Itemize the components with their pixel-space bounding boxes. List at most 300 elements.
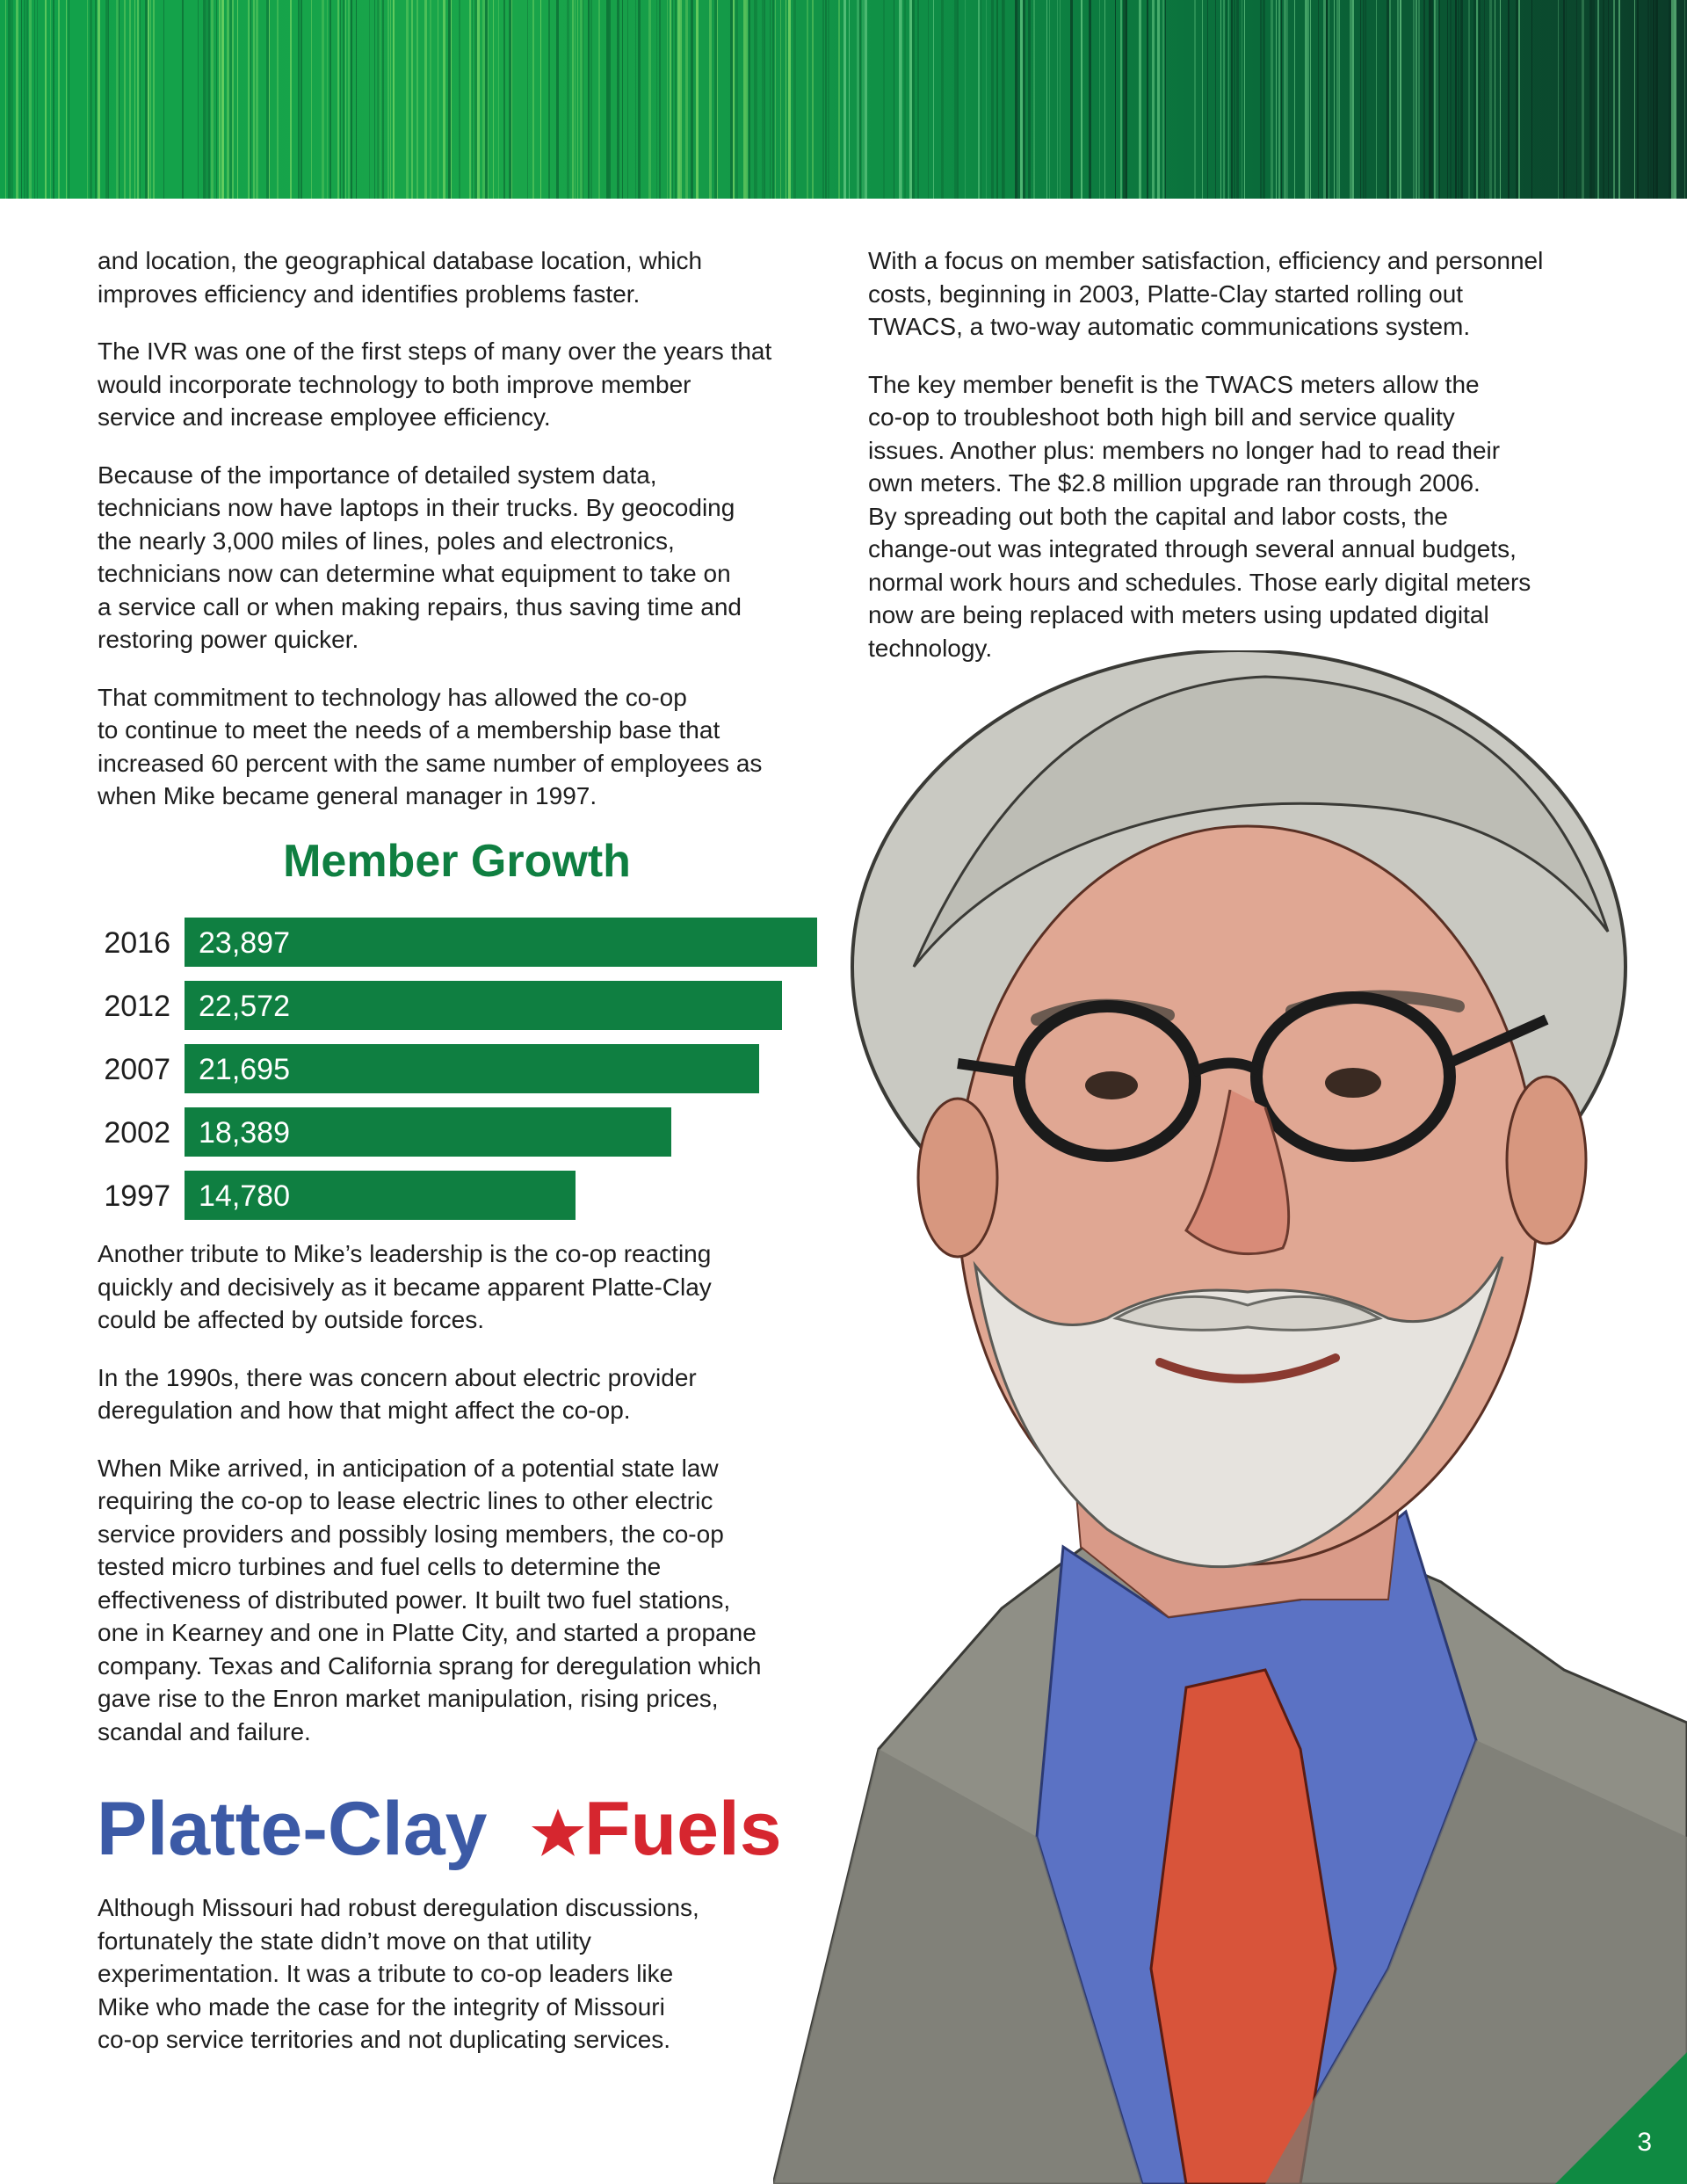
stripe-line xyxy=(844,0,846,199)
stripe-line xyxy=(1455,0,1457,199)
stripe-line xyxy=(474,0,477,199)
article-right-column xyxy=(868,244,1606,689)
stripe-line xyxy=(53,0,54,199)
stripe-line xyxy=(1023,0,1025,199)
page-number: 3 xyxy=(1637,2128,1652,2157)
stripe-line xyxy=(691,0,693,199)
stripe-line xyxy=(685,0,688,199)
stripe-line xyxy=(1429,0,1431,199)
stripe-line xyxy=(1582,0,1584,199)
stripe-line xyxy=(153,0,155,199)
stripe-line xyxy=(1278,0,1280,199)
stripe-line xyxy=(1215,0,1216,199)
stripe-line xyxy=(667,0,668,199)
stripe-line xyxy=(137,0,139,199)
stripe-line xyxy=(1634,0,1635,199)
stripe-line xyxy=(256,0,258,199)
stripe-line xyxy=(1020,0,1023,199)
stripe-line xyxy=(807,0,808,199)
stripe-line xyxy=(1618,0,1620,199)
stripe-line xyxy=(527,0,528,199)
stripe-line xyxy=(1015,0,1017,199)
stripe-line xyxy=(503,0,505,199)
stripe-line xyxy=(670,0,671,199)
stripe-line xyxy=(1684,0,1685,199)
stripe-line xyxy=(857,0,859,199)
chart-value-label: 18,389 xyxy=(199,1116,290,1150)
stripe-line xyxy=(1418,0,1420,199)
stripe-line xyxy=(1294,0,1295,199)
stripe-line xyxy=(865,0,867,199)
stripe-line xyxy=(198,0,199,199)
stripe-line xyxy=(648,0,651,199)
stripe-line xyxy=(638,0,641,199)
article-left-column-middle xyxy=(98,1237,827,1773)
stripe-line xyxy=(556,0,559,199)
stripe-line xyxy=(957,0,959,199)
stripe-line xyxy=(746,0,748,199)
stripe-line xyxy=(1447,0,1448,199)
stripe-line xyxy=(411,0,413,199)
stripe-line xyxy=(1653,0,1654,199)
paragraph: Another tribute to Mike’s leadership is the co-op reacting quickly and decisively as it became apparent Platte-Clay could be affected by outside forces. xyxy=(98,1240,712,1333)
stripe-line xyxy=(1647,0,1649,199)
stripe-line xyxy=(532,0,534,199)
stripe-line xyxy=(696,0,699,199)
stripe-line xyxy=(50,0,51,199)
stripe-line xyxy=(1669,0,1671,199)
stripe-line xyxy=(124,0,126,199)
stripe-line xyxy=(34,0,35,199)
member-growth-chart xyxy=(88,835,826,1222)
stripe-line xyxy=(1500,0,1501,199)
stripe-line xyxy=(237,0,238,199)
stripe-line xyxy=(1220,0,1221,199)
stripe-line xyxy=(1479,0,1481,199)
stripe-line xyxy=(232,0,234,199)
stripe-line xyxy=(1284,0,1286,199)
stripe-line xyxy=(717,0,718,199)
stripe-line xyxy=(1468,0,1470,199)
stripe-line xyxy=(1263,0,1265,199)
stripe-line xyxy=(1518,0,1520,199)
chart-value-label: 14,780 xyxy=(199,1179,290,1213)
platte-clay-fuels-logo xyxy=(97,1784,800,1872)
stripe-line xyxy=(1157,0,1160,199)
chart-category-label: 2002 xyxy=(104,1116,170,1150)
stripe-line xyxy=(322,0,324,199)
stripe-line xyxy=(351,0,352,199)
stripe-line xyxy=(540,0,541,199)
stripe-line xyxy=(1194,0,1196,199)
stripe-line xyxy=(1147,0,1148,199)
stripe-line xyxy=(1439,0,1440,199)
stripe-line xyxy=(98,0,100,199)
stripe-line xyxy=(511,0,512,199)
stripe-line xyxy=(105,0,108,199)
stripe-line xyxy=(459,0,460,199)
stripe-line xyxy=(909,0,912,199)
stripe-line xyxy=(770,0,771,199)
stripe-line xyxy=(1339,0,1340,199)
star-icon xyxy=(532,1809,584,1856)
stripe-line xyxy=(754,0,757,199)
stripe-line xyxy=(66,0,67,199)
left-eye xyxy=(1085,1071,1138,1099)
stripe-line xyxy=(933,0,934,199)
stripe-line xyxy=(1202,0,1203,199)
stripe-line xyxy=(277,0,279,199)
stripe-line xyxy=(928,0,929,199)
stripe-line xyxy=(1350,0,1352,199)
stripe-line xyxy=(1655,0,1658,199)
chart-title: Member Growth xyxy=(283,836,631,887)
stripe-line xyxy=(221,0,224,199)
stripe-line xyxy=(1049,0,1050,199)
stripe-line xyxy=(45,0,47,199)
stripe-line xyxy=(16,0,18,199)
stripe-line xyxy=(575,0,576,199)
stripe-line xyxy=(1089,0,1091,199)
stripe-line xyxy=(672,0,673,199)
stripe-line xyxy=(986,0,987,199)
stripe-line xyxy=(991,0,994,199)
stripe-line xyxy=(901,0,902,199)
stripe-line xyxy=(229,0,232,199)
stripe-line xyxy=(849,0,850,199)
stripe-line xyxy=(1033,0,1035,199)
stripe-line xyxy=(675,0,677,199)
stripe-line xyxy=(1028,0,1031,199)
stripe-line xyxy=(1566,0,1567,199)
stripe-line xyxy=(482,0,485,199)
page-corner-triangle xyxy=(1555,2052,1687,2184)
stripe-line xyxy=(1508,0,1510,199)
stripe-line xyxy=(1281,0,1282,199)
stripe-line xyxy=(1334,0,1335,199)
stripe-line xyxy=(377,0,380,199)
stripe-line xyxy=(477,0,480,199)
stripe-line xyxy=(430,0,431,199)
stripe-line xyxy=(788,0,791,199)
stripe-line xyxy=(108,0,109,199)
stripe-line xyxy=(1387,0,1389,199)
stripe-line xyxy=(1423,0,1425,199)
stripe-line xyxy=(1603,0,1604,199)
chart-value-label: 21,695 xyxy=(199,1053,290,1086)
stripe-line xyxy=(485,0,488,199)
stripe-line xyxy=(1223,0,1225,199)
stripe-line xyxy=(374,0,375,199)
left-ear-shape xyxy=(918,1099,997,1257)
stripe-line xyxy=(609,0,611,199)
stripe-line xyxy=(590,0,592,199)
stripe-line xyxy=(134,0,135,199)
stripe-line xyxy=(1473,0,1476,199)
stripe-line xyxy=(369,0,370,199)
stripe-line xyxy=(1165,0,1166,199)
stripe-line xyxy=(1286,0,1288,199)
stripe-line xyxy=(329,0,331,199)
stripe-line xyxy=(116,0,119,199)
stripe-line xyxy=(11,0,13,199)
stripe-line xyxy=(469,0,471,199)
stripe-line xyxy=(393,0,395,199)
stripe-line xyxy=(327,0,328,199)
stripe-line xyxy=(1002,0,1004,199)
stripe-line xyxy=(227,0,229,199)
stripe-line xyxy=(567,0,569,199)
stripe-line xyxy=(163,0,164,199)
stripe-line xyxy=(622,0,623,199)
stripe-line xyxy=(1650,0,1652,199)
stripe-line xyxy=(340,0,341,199)
stripe-line xyxy=(1305,0,1307,199)
stripe-line xyxy=(1592,0,1595,199)
stripe-line xyxy=(749,0,750,199)
stripe-line xyxy=(1458,0,1459,199)
stripe-line xyxy=(606,0,609,199)
stripe-line xyxy=(58,0,60,199)
stripe-line xyxy=(148,0,149,199)
stripe-line xyxy=(1004,0,1005,199)
chart-category-label: 2012 xyxy=(104,990,170,1023)
stripe-line xyxy=(1260,0,1262,199)
stripe-line xyxy=(1236,0,1239,199)
stripe-line xyxy=(1431,0,1433,199)
stripe-line xyxy=(965,0,966,199)
stripe-line xyxy=(1152,0,1155,199)
stripe-line xyxy=(1589,0,1592,199)
stripe-line xyxy=(1484,0,1485,199)
paragraph: The IVR was one of the first steps of many over the years that would incorporate technology to both improve member service and increase employee efficiency. xyxy=(98,337,772,431)
stripe-line xyxy=(1516,0,1518,199)
paragraph: With a focus on member satisfaction, efficiency and personnel costs, beginning in 2003, Platte-Clay started rolling out TWACS, a two-way automatic communications system. xyxy=(868,247,1544,340)
stripe-line xyxy=(269,0,270,199)
stripe-line xyxy=(253,0,255,199)
stripe-line xyxy=(627,0,628,199)
stripe-line xyxy=(1070,0,1073,199)
stripe-line xyxy=(588,0,590,199)
stripe-line xyxy=(145,0,148,199)
stripe-line xyxy=(1415,0,1417,199)
stripe-line xyxy=(216,0,217,199)
chart-value-label: 23,897 xyxy=(199,926,290,960)
stripe-line xyxy=(1228,0,1229,199)
stripe-line xyxy=(793,0,796,199)
stripe-line xyxy=(917,0,919,199)
chart-plot xyxy=(88,835,826,1222)
stripe-line xyxy=(24,0,25,199)
stripe-line xyxy=(1674,0,1676,199)
stripe-line xyxy=(1558,0,1559,199)
stripe-line xyxy=(1450,0,1452,199)
stripe-line xyxy=(954,0,957,199)
stripe-line xyxy=(26,0,28,199)
stripe-line xyxy=(1460,0,1463,199)
chart-category-label: 1997 xyxy=(104,1179,170,1213)
stripe-line xyxy=(1104,0,1105,199)
stripe-line xyxy=(1081,0,1082,199)
stripe-line xyxy=(883,0,885,199)
stripe-line xyxy=(780,0,781,199)
header-stripe-banner xyxy=(0,0,1687,199)
stripe-line xyxy=(617,0,619,199)
stripe-line xyxy=(311,0,312,199)
stripe-line xyxy=(387,0,389,199)
stripe-line xyxy=(764,0,765,199)
stripe-line xyxy=(859,0,861,199)
stripe-line xyxy=(348,0,350,199)
stripe-line xyxy=(1352,0,1354,199)
stripe-line xyxy=(356,0,357,199)
stripe-line xyxy=(656,0,657,199)
stripe-line xyxy=(1531,0,1532,199)
stripe-line xyxy=(1413,0,1415,199)
stripe-line xyxy=(250,0,251,199)
stripe-line xyxy=(1276,0,1277,199)
paragraph: Because of the importance of detailed system data, technicians now have laptops in their trucks. By geocoding the nearly 3,000 miles of lines, poles and electronics, technicians now can determine what equipment to take on a service call or when making repairs, thus saving time and restoring power quicker. xyxy=(98,461,742,653)
paragraph: In the 1990s, there was concern about electric provider deregulation and how that might affect the co-op. xyxy=(98,1363,697,1424)
stripe-line xyxy=(29,0,32,199)
stripe-line xyxy=(635,0,636,199)
stripe-line xyxy=(1671,0,1674,199)
stripe-line xyxy=(598,0,600,199)
stripe-line xyxy=(182,0,184,199)
article-left-column-top xyxy=(98,244,827,838)
stripe-line xyxy=(382,0,384,199)
stripe-line xyxy=(1046,0,1047,199)
logo-text-platte-clay: Platte-Clay xyxy=(97,1787,488,1871)
stripe-line xyxy=(406,0,409,199)
stripe-line xyxy=(1637,0,1639,199)
right-eye xyxy=(1325,1068,1381,1098)
stripe-line xyxy=(1057,0,1058,199)
stripe-line xyxy=(509,0,511,199)
stripe-line xyxy=(1336,0,1339,199)
stripe-line xyxy=(680,0,682,199)
stripe-line xyxy=(493,0,494,199)
stripe-line xyxy=(572,0,574,199)
chart-category-label: 2016 xyxy=(104,926,170,960)
stripe-pattern xyxy=(0,0,1687,199)
stripe-line xyxy=(1234,0,1235,199)
stripe-line xyxy=(838,0,840,199)
stripe-line xyxy=(1244,0,1245,199)
stripe-line xyxy=(1476,0,1478,199)
stripe-line xyxy=(345,0,346,199)
stripe-line xyxy=(1123,0,1126,199)
stripe-line xyxy=(1597,0,1599,199)
stripe-line xyxy=(37,0,38,199)
stripe-line xyxy=(1307,0,1309,199)
paragraph: The key member benefit is the TWACS meters allow the co-op to troubleshoot both high bill and service quality issues. Another plus: members no longer had to read their own meters. The $2.8 million upgrade ran through 2006. By spreading out both the capital and labor costs, the change-out was integrated through several annual budgets, normal work hours and schedules. Those early digital meters now are being replaced with meters using updated digital technology. xyxy=(868,370,1531,662)
stripe-line xyxy=(548,0,550,199)
stripe-line xyxy=(1563,0,1565,199)
stripe-line xyxy=(735,0,738,199)
paragraph: Although Missouri had robust deregulation discussions, fortunately the state didn’t move on that utility experimentation. It was a tribute to co-op leaders like Mike who made the case for the integrity of Missouri co-op service territories and not duplicating services. xyxy=(98,1894,699,2053)
stripe-line xyxy=(659,0,661,199)
stripe-line xyxy=(21,0,22,199)
stripe-line xyxy=(1360,0,1361,199)
stripe-line xyxy=(208,0,210,199)
stripe-line xyxy=(203,0,206,199)
stripe-line xyxy=(298,0,300,199)
stripe-line xyxy=(743,0,746,199)
stripe-line xyxy=(300,0,302,199)
stripe-line xyxy=(1326,0,1328,199)
stripe-line xyxy=(828,0,829,199)
stripe-line xyxy=(1060,0,1061,199)
stripe-line xyxy=(996,0,998,199)
stripe-line xyxy=(775,0,776,199)
stripe-line xyxy=(1017,0,1020,199)
stripe-line xyxy=(941,0,944,199)
stripe-line xyxy=(709,0,712,199)
paragraph: and location, the geographical database location, which improves efficiency and identifies problems faster. xyxy=(98,247,703,308)
stripe-line xyxy=(1576,0,1577,199)
stripe-line xyxy=(677,0,680,199)
right-ear-shape xyxy=(1507,1077,1586,1244)
stripe-line xyxy=(772,0,774,199)
stripe-line xyxy=(730,0,733,199)
stripe-line xyxy=(1363,0,1365,199)
stripe-line xyxy=(1608,0,1609,199)
stripe-line xyxy=(822,0,824,199)
logo-text-fuels: Fuels xyxy=(584,1787,782,1871)
stripe-line xyxy=(1310,0,1311,199)
stripe-line xyxy=(1397,0,1399,199)
stripe-line xyxy=(90,0,92,199)
stripe-line xyxy=(904,0,906,199)
chart-value-label: 22,572 xyxy=(199,990,290,1023)
stripe-line xyxy=(498,0,499,199)
stripe-line xyxy=(978,0,980,199)
stripe-line xyxy=(1376,0,1377,199)
stripe-line xyxy=(87,0,88,199)
stripe-line xyxy=(219,0,221,199)
stripe-line xyxy=(1099,0,1100,199)
stripe-line xyxy=(1120,0,1122,199)
stripe-line xyxy=(5,0,6,199)
stripe-line xyxy=(266,0,269,199)
stripe-line xyxy=(825,0,827,199)
paragraph: When Mike arrived, in anticipation of a potential state law requiring the co-op to lease electric lines to other electric service providers and possibly losing members, the co-op tested micro turbines and fuel cells to determine the effectiveness of distributed power. It built two fuel stations, one in Kearney and one in Platte City, and started a propane company. Texas and California sprang for deregulation which gave rise to the Enron market manipulation, rising prices, scandal and failure. xyxy=(98,1454,762,1745)
stripe-line xyxy=(899,0,901,199)
stripe-line xyxy=(1613,0,1615,199)
stripe-line xyxy=(762,0,764,199)
stripe-line xyxy=(448,0,451,199)
stripe-line xyxy=(390,0,391,199)
stripe-line xyxy=(1115,0,1116,199)
stripe-line xyxy=(424,0,427,199)
stripe-line xyxy=(1318,0,1319,199)
stripe-line xyxy=(129,0,131,199)
chart-category-label: 2007 xyxy=(104,1053,170,1086)
stripe-line xyxy=(472,0,473,199)
stripe-line xyxy=(1126,0,1127,199)
stripe-line xyxy=(812,0,814,199)
stripe-line xyxy=(580,0,583,199)
stripe-line xyxy=(1489,0,1492,199)
stripe-line xyxy=(577,0,578,199)
stripe-line xyxy=(416,0,418,199)
stripe-line xyxy=(714,0,717,199)
stripe-line xyxy=(488,0,489,199)
stripe-line xyxy=(248,0,250,199)
stripe-line xyxy=(1162,0,1164,199)
stripe-line xyxy=(912,0,915,199)
